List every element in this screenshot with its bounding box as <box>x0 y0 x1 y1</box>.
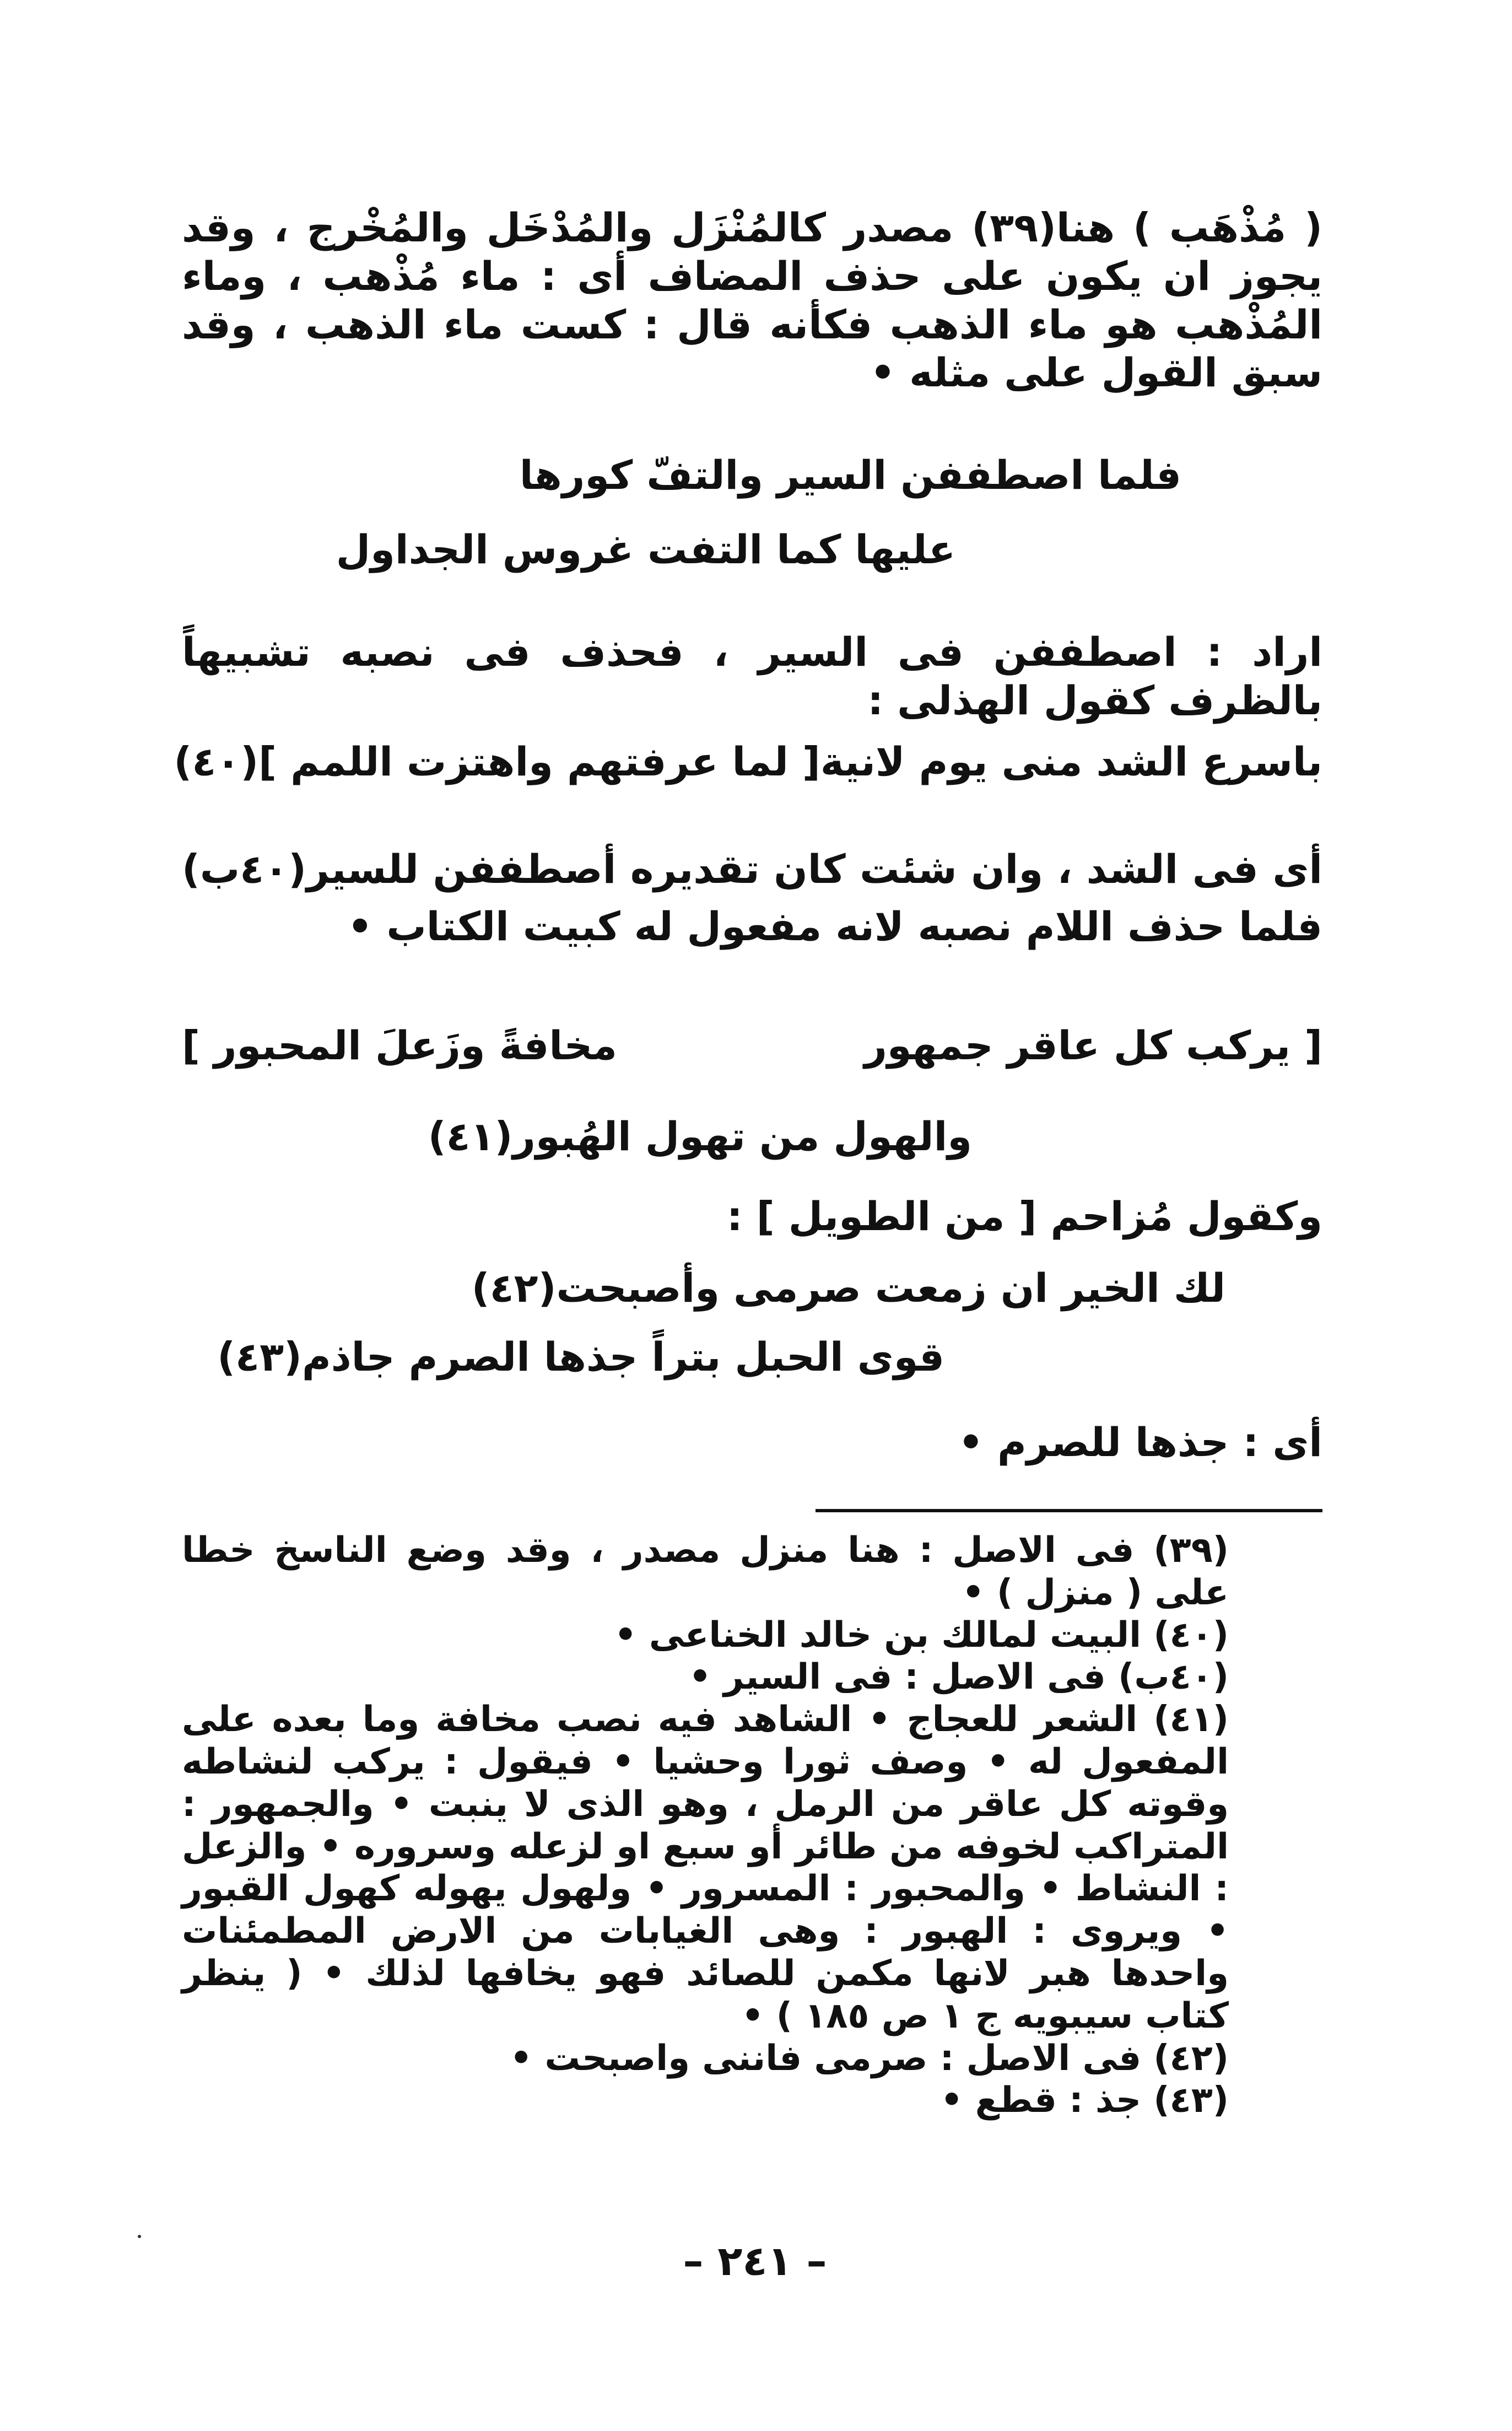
verse-3-left-hemistich: مخافةً وزَعلَ المحبور ] <box>182 1022 617 1069</box>
verse-3-line-2: والهول من تهول الهُبور(٤١) <box>428 1113 972 1160</box>
scan-speck <box>138 2235 141 2238</box>
footnotes <box>182 1529 1322 2122</box>
footnote-40: (٤٠) البيت لمالك بن خالد الخناعى • <box>614 1614 1229 1656</box>
page-number: – ٢٤١ – <box>683 2238 827 2285</box>
footnote-separator <box>816 1509 1322 1512</box>
verse-2-right-hemistich: باسرع الشد منى يوم لانية <box>820 739 1322 785</box>
verse-2 <box>174 739 1322 785</box>
verse-4-line-2: قوى الحبل بتراً جذها الصرم جاذم(٤٣) <box>217 1334 944 1380</box>
paragraph-1: ( مُذْهَب ) هنا(٣٩) مصدر كالمُنْزَل والمُدْخَل والمُخْرج ، وقد يجوز ان يكون على حذف المضاف أى : ماء مُذْهب ، وماء المُذْهب هو ماء الذهب فكأنه قال : كست ماء الذهب ، وقد سبق القول على مثله • <box>182 204 1322 396</box>
verse-2-left-hemistich: [ لما عرفتهم واهتزت اللمم ](٤٠) <box>174 739 820 785</box>
verse-3 <box>182 1022 1322 1069</box>
paragraph-4: وكقول مُزاحم [ من الطويل ] : <box>726 1193 1322 1239</box>
verse-3-right-hemistich: [ يركب كل عاقر جمهور <box>864 1022 1322 1069</box>
footnote-43: (٤٣) جذ : قطع • <box>940 2080 1229 2121</box>
footnote-41: (٤١) الشعر للعجاج • الشاهد فيه نصب مخافة وما بعده على المفعول له • وصف ثورا وحشيا • فيقول : يركب لنشاطه وقوته كل عاقر من الرمل ، وهو الذى لا ينبت • والجمهور : المتراكب لخوفه من طائر أو سبع او لزعله وسروره • والزعل : النشاط • والمحبور : المسرور • ولهول يهوله كهول القبور • ويروى : الهبور : وهى الغيابات من الارض المطمئنات واحدها هبر لانها مكمن للصائد فهو يخافها لذلك • ( ينظر كتاب سيبويه ج ١ ص ١٨٥ ) • <box>182 1699 1229 2036</box>
footnote-40b: (٤٠ب) فى الاصل : فى السير • <box>688 1657 1229 1698</box>
paragraph-3: أى فى الشد ، وان شئت كان تقديره أصطففن للسير(٤٠ب) فلما حذف اللام نصبه لانه مفعول له كبيت الكتاب • <box>182 846 1322 950</box>
verse-1-line-2: عليها كما التفت غروس الجداول <box>336 526 955 573</box>
verse-4-line-1: لك الخير ان زمعت صرمى وأصبحت(٤٢) <box>471 1265 1225 1311</box>
verse-1-line-1: فلما اصطففن السير والتفّ كورها <box>519 452 1181 498</box>
footnote-39: (٣٩) فى الاصل : هنا منزل مصدر ، وقد وضع الناسخ خطا على ( منزل ) • <box>182 1530 1229 1613</box>
footnote-42: (٤٢) فى الاصل : صرمى فاننى واصبحت • <box>510 2037 1229 2079</box>
paragraph-2: اراد : اصطففن فى السير ، فحذف فى نصبه تشبيهاً بالظرف كقول الهذلى : <box>182 629 1322 724</box>
paragraph-5: أى : جذها للصرم • <box>958 1419 1322 1465</box>
